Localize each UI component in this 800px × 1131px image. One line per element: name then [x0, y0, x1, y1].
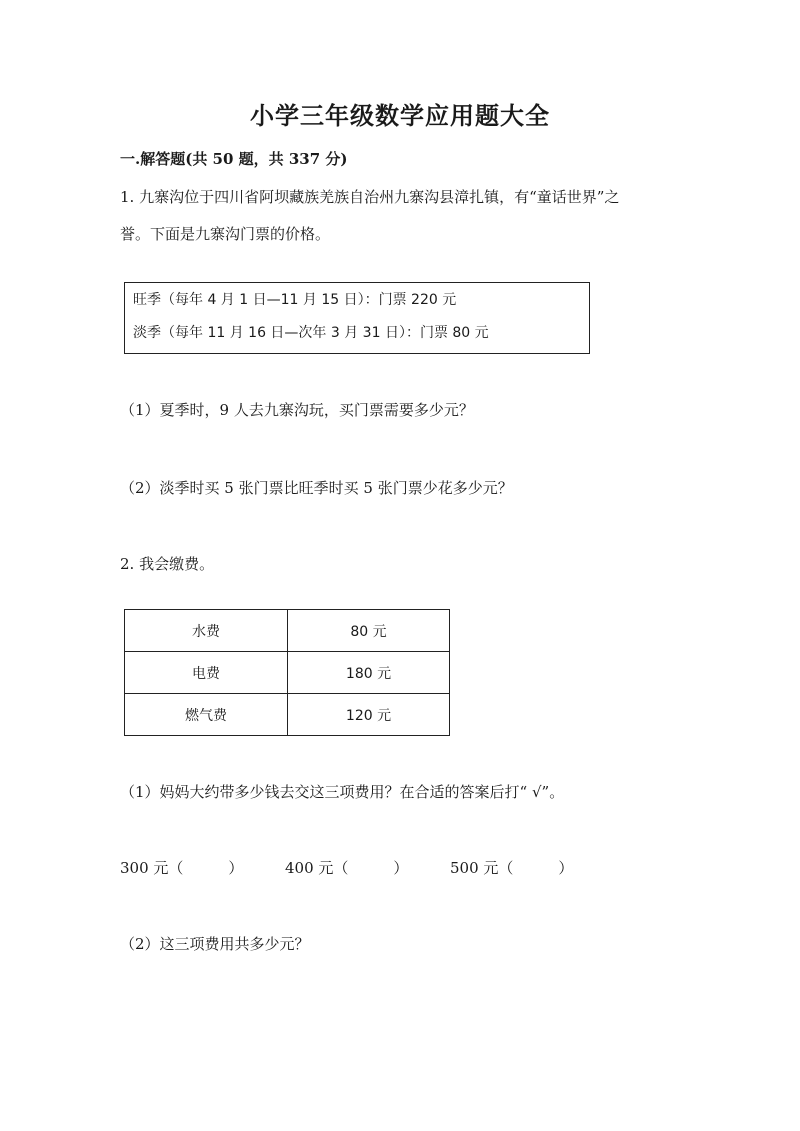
fee-amount: 80 元	[288, 610, 450, 652]
table-row	[125, 610, 450, 652]
question-1-sub-1: （1）夏季时，9 人去九寨沟玩，买门票需要多少元？	[120, 401, 474, 419]
answer-option: 400 元（ ）	[285, 859, 409, 877]
question-2-sub-1: （1）妈妈大约带多少钱去交这三项费用？在合适的答案后打“ √”。	[120, 783, 565, 801]
question-1-text-line-1: 1. 九寨沟位于四川省阿坝藏族羌族自治州九寨沟县漳扎镇，有“童话世界”之	[120, 188, 620, 206]
page-title: 小学三年级数学应用题大全	[250, 101, 550, 130]
question-2-sub-2: （2）这三项费用共多少元？	[120, 935, 310, 953]
answer-option: 300 元（ ）	[120, 859, 244, 877]
answer-option: 500 元（ ）	[450, 859, 574, 877]
fee-amount: 180 元	[288, 652, 450, 694]
table-row	[125, 694, 450, 736]
fees-table	[124, 609, 450, 736]
section-heading: 一.解答题(共 50 题，共 337 分)	[120, 150, 348, 168]
question-1-text-line-2: 誉。下面是九寨沟门票的价格。	[120, 225, 331, 243]
off-season-price: 淡季（每年 11 月 16 日—次年 3 月 31 日）：门票 80 元	[133, 325, 489, 341]
ticket-price-box	[124, 282, 590, 354]
question-2-text: 2. 我会缴费。	[120, 555, 215, 573]
fee-item: 水费	[125, 610, 288, 652]
question-1-sub-2: （2）淡季时买 5 张门票比旺季时买 5 张门票少花多少元？	[120, 479, 513, 497]
fee-amount: 120 元	[288, 694, 450, 736]
fee-item: 电费	[125, 652, 288, 694]
table-row	[125, 652, 450, 694]
peak-season-price: 旺季（每年 4 月 1 日—11 月 15 日）：门票 220 元	[133, 292, 457, 308]
fee-item: 燃气费	[125, 694, 288, 736]
